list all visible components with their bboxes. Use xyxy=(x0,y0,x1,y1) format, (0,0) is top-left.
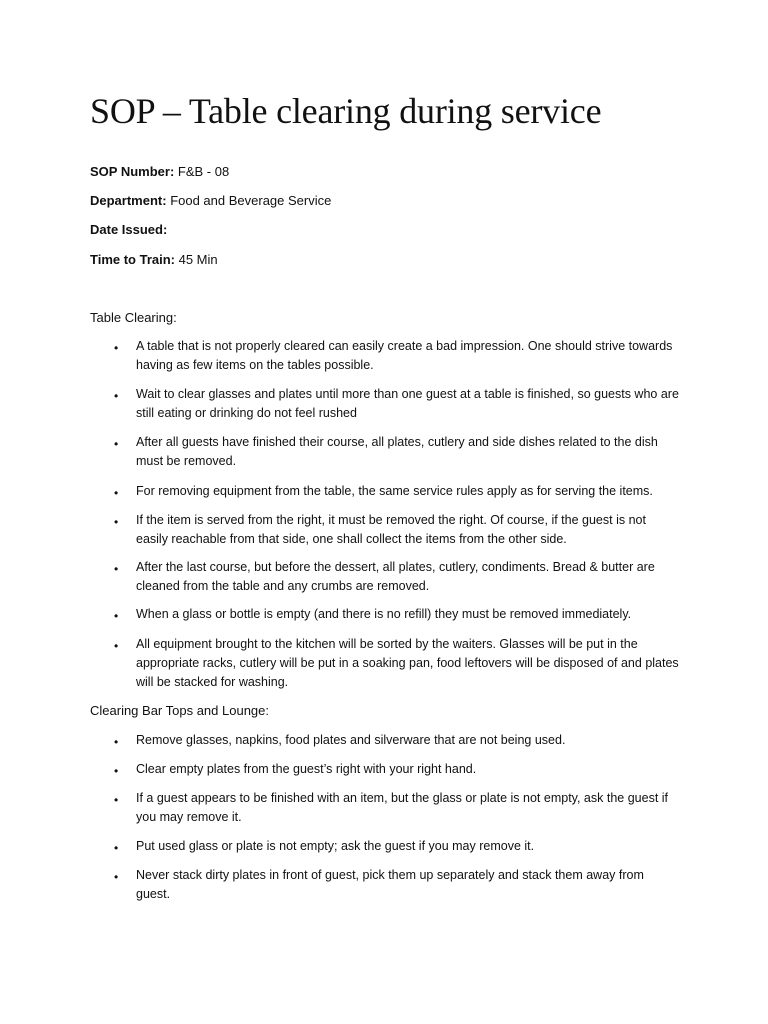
bullet-icon: • xyxy=(114,735,119,749)
list-item xyxy=(90,866,681,904)
list-item-text: If the item is served from the right, it must be removed the right. Of course, if the guest is not easily reachable from that side, one shall collect the items from the other side. xyxy=(136,513,646,546)
bullet-icon: • xyxy=(114,437,119,451)
list-item-text: Remove glasses, napkins, food plates and silverware that are not being used. xyxy=(136,733,566,747)
list-item xyxy=(90,789,681,827)
meta-label: Time to Train: xyxy=(90,252,175,267)
bullet-icon: • xyxy=(114,609,119,623)
bullet-icon: • xyxy=(114,486,119,500)
list-item xyxy=(90,837,681,856)
bullet-icon: • xyxy=(114,639,119,653)
list-item-text: Clear empty plates from the guest’s right with your right hand. xyxy=(136,762,477,776)
list-item-text: Never stack dirty plates in front of guest, pick them up separately and stack them away from guest. xyxy=(136,868,644,901)
list-item xyxy=(90,511,681,549)
meta-value: 45 Min xyxy=(175,252,218,267)
list-item-text: After all guests have finished their course, all plates, cutlery and side dishes related to the dish must be removed. xyxy=(136,435,658,468)
list-item xyxy=(90,635,681,692)
list-item-text: For removing equipment from the table, the same service rules apply as for serving the items. xyxy=(136,484,653,498)
bullet-icon: • xyxy=(114,764,119,778)
meta-time-to-train xyxy=(90,251,218,269)
section-heading-table-clearing: Table Clearing: xyxy=(90,310,177,325)
list-item xyxy=(90,337,681,375)
bullet-icon: • xyxy=(114,562,119,576)
list-item xyxy=(90,605,681,624)
list-item-text: Wait to clear glasses and plates until more than one guest at a table is finished, so guests who are still eating or drinking do not feel rushed xyxy=(136,387,679,420)
meta-sop-number xyxy=(90,163,229,181)
bullet-icon: • xyxy=(114,515,119,529)
list-item xyxy=(90,433,681,471)
list-item-text: A table that is not properly cleared can easily create a bad impression. One should strive towards having as few items on the tables possible. xyxy=(136,339,673,372)
list-item xyxy=(90,385,681,423)
list-item xyxy=(90,760,681,779)
list-item xyxy=(90,558,681,596)
list-item xyxy=(90,731,681,750)
list-item-text: If a guest appears to be finished with an item, but the glass or plate is not empty, ask the guest if you may remove it. xyxy=(136,791,669,824)
bullet-icon: • xyxy=(114,841,119,855)
section-heading-bar-tops: Clearing Bar Tops and Lounge: xyxy=(90,703,269,718)
list-item xyxy=(90,482,681,501)
bullet-icon: • xyxy=(114,341,119,355)
bullet-icon: • xyxy=(114,389,119,403)
document-title: SOP – Table clearing during service xyxy=(90,91,602,131)
list-item-text: All equipment brought to the kitchen will be sorted by the waiters. Glasses will be put in the appropriate racks, cutlery will be put in a soaking pan, food leftovers will be disposed of and plates will be stacked for washing. xyxy=(136,637,679,689)
bullet-icon: • xyxy=(114,870,119,884)
meta-label: Department: xyxy=(90,193,167,208)
meta-department xyxy=(90,192,331,210)
meta-value: F&B - 08 xyxy=(174,164,230,179)
meta-date-issued xyxy=(90,221,167,239)
meta-value: Food and Beverage Service xyxy=(166,193,332,208)
bullet-icon: • xyxy=(114,793,119,807)
list-item-text: When a glass or bottle is empty (and there is no refill) they must be removed immediately. xyxy=(136,607,632,621)
list-item-text: After the last course, but before the dessert, all plates, cutlery, condiments. Bread & butter are cleaned from the table and any crumbs are removed. xyxy=(136,560,655,593)
meta-label: SOP Number: xyxy=(90,164,175,179)
list-item-text: Put used glass or plate is not empty; ask the guest if you may remove it. xyxy=(136,839,535,853)
meta-label: Date Issued: xyxy=(90,222,168,237)
